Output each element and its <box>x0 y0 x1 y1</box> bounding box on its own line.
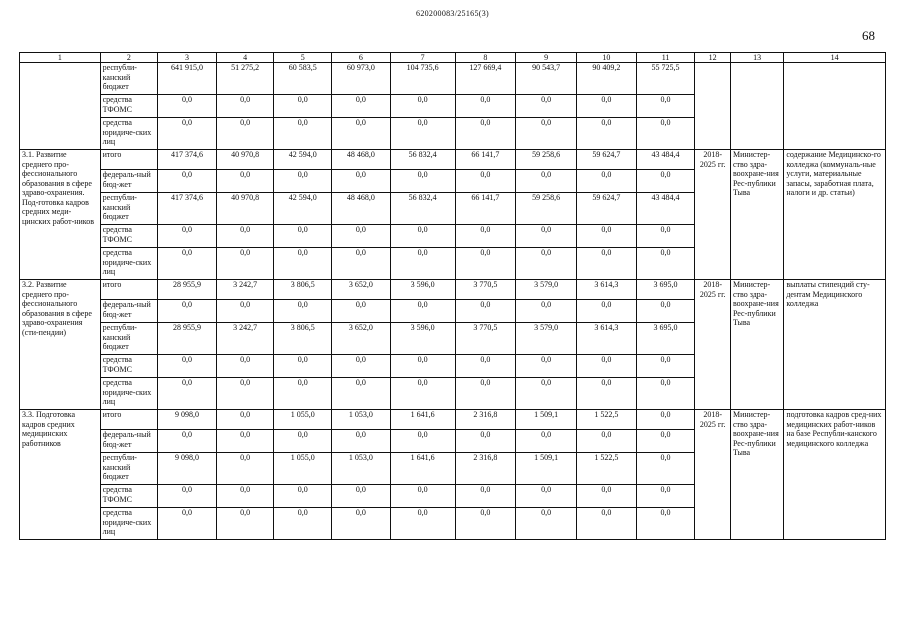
funding-source: средства ТФОМС <box>100 355 158 378</box>
amount-cell: 0,0 <box>636 225 695 248</box>
funding-source: средства ТФОМС <box>100 225 158 248</box>
period-cell: 2018-2025 гг. <box>695 150 731 280</box>
amount-cell: 0,0 <box>332 118 391 150</box>
amount-cell: 43 484,4 <box>636 150 695 170</box>
note-cell: подготовка кадров сред-них медицинских работ-ников на базе Республи-канского медицинского колледжа <box>784 410 886 540</box>
amount-cell: 0,0 <box>332 95 391 118</box>
period-cell: 2018-2025 гг. <box>695 280 731 410</box>
amount-cell: 0,0 <box>455 430 516 453</box>
amount-cell: 0,0 <box>332 248 391 280</box>
amount-cell: 59 258,6 <box>516 193 577 225</box>
amount-cell: 0,0 <box>332 355 391 378</box>
amount-cell: 0,0 <box>636 248 695 280</box>
note-cell: содержание Медицинско-го колледжа (коммуналь-ные услуги, материальные запасы, заработная плата, налоги и др. статьи) <box>784 150 886 280</box>
amount-cell: 0,0 <box>216 485 274 508</box>
amount-cell: 3 579,0 <box>516 323 577 355</box>
funding-source: средства ТФОМС <box>100 485 158 508</box>
amount-cell: 0,0 <box>455 508 516 540</box>
amount-cell: 1 055,0 <box>274 453 332 485</box>
funding-source: итого <box>100 410 158 430</box>
amount-cell: 0,0 <box>216 118 274 150</box>
amount-cell: 0,0 <box>158 430 217 453</box>
amount-cell: 0,0 <box>216 508 274 540</box>
amount-cell: 66 141,7 <box>455 150 516 170</box>
amount-cell: 0,0 <box>216 355 274 378</box>
amount-cell: 0,0 <box>636 170 695 193</box>
amount-cell: 42 594,0 <box>274 193 332 225</box>
amount-cell: 0,0 <box>516 508 577 540</box>
amount-cell: 0,0 <box>216 378 274 410</box>
amount-cell: 0,0 <box>577 430 637 453</box>
amount-cell: 0,0 <box>274 170 332 193</box>
amount-cell: 417 374,6 <box>158 150 217 170</box>
amount-cell: 0,0 <box>158 248 217 280</box>
period-cell <box>695 63 731 150</box>
amount-cell: 0,0 <box>455 118 516 150</box>
amount-cell: 417 374,6 <box>158 193 217 225</box>
amount-cell: 0,0 <box>390 118 455 150</box>
amount-cell: 3 695,0 <box>636 323 695 355</box>
amount-cell: 1 509,1 <box>516 453 577 485</box>
amount-cell: 3 806,5 <box>274 280 332 300</box>
column-number: 12 <box>695 53 731 63</box>
amount-cell: 0,0 <box>577 248 637 280</box>
funding-source: итого <box>100 150 158 170</box>
amount-cell: 60 583,5 <box>274 63 332 95</box>
amount-cell: 0,0 <box>636 453 695 485</box>
amount-cell: 0,0 <box>636 410 695 430</box>
funding-source: республи-канский бюджет <box>100 323 158 355</box>
amount-cell: 0,0 <box>577 118 637 150</box>
amount-cell: 59 624,7 <box>577 150 637 170</box>
amount-cell: 0,0 <box>636 378 695 410</box>
amount-cell: 0,0 <box>455 485 516 508</box>
amount-cell: 0,0 <box>274 378 332 410</box>
amount-cell: 0,0 <box>158 170 217 193</box>
document-id: 620200083/25165(3) <box>416 9 489 18</box>
amount-cell: 0,0 <box>274 430 332 453</box>
amount-cell: 66 141,7 <box>455 193 516 225</box>
column-number: 9 <box>516 53 577 63</box>
amount-cell: 0,0 <box>390 300 455 323</box>
funding-source: федераль-ный бюд-жет <box>100 430 158 453</box>
period-cell: 2018-2025 гг. <box>695 410 731 540</box>
column-number: 6 <box>332 53 391 63</box>
amount-cell: 28 955,9 <box>158 280 217 300</box>
executor-cell <box>730 63 783 150</box>
amount-cell: 1 055,0 <box>274 410 332 430</box>
amount-cell: 0,0 <box>455 355 516 378</box>
table-row <box>20 63 886 95</box>
amount-cell: 59 258,6 <box>516 150 577 170</box>
amount-cell: 0,0 <box>216 410 274 430</box>
amount-cell: 0,0 <box>636 508 695 540</box>
amount-cell: 0,0 <box>216 430 274 453</box>
amount-cell: 0,0 <box>332 508 391 540</box>
funding-source: средства юридиче-ских лиц <box>100 248 158 280</box>
amount-cell: 3 652,0 <box>332 323 391 355</box>
amount-cell: 0,0 <box>274 508 332 540</box>
budget-table <box>19 52 886 540</box>
amount-cell: 0,0 <box>332 170 391 193</box>
column-number: 11 <box>636 53 695 63</box>
amount-cell: 0,0 <box>636 430 695 453</box>
amount-cell: 3 614,3 <box>577 280 637 300</box>
amount-cell: 90 543,7 <box>516 63 577 95</box>
amount-cell: 2 316,8 <box>455 453 516 485</box>
amount-cell: 0,0 <box>158 508 217 540</box>
amount-cell: 0,0 <box>274 248 332 280</box>
amount-cell: 0,0 <box>636 300 695 323</box>
column-number: 1 <box>20 53 101 63</box>
amount-cell: 3 242,7 <box>216 280 274 300</box>
amount-cell: 0,0 <box>455 300 516 323</box>
amount-cell: 0,0 <box>158 95 217 118</box>
amount-cell: 0,0 <box>636 355 695 378</box>
amount-cell: 3 770,5 <box>455 280 516 300</box>
amount-cell: 0,0 <box>216 95 274 118</box>
amount-cell: 0,0 <box>332 430 391 453</box>
amount-cell: 0,0 <box>516 430 577 453</box>
amount-cell: 56 832,4 <box>390 150 455 170</box>
amount-cell: 0,0 <box>274 300 332 323</box>
amount-cell: 0,0 <box>577 378 637 410</box>
amount-cell: 0,0 <box>516 355 577 378</box>
amount-cell: 3 596,0 <box>390 280 455 300</box>
amount-cell: 0,0 <box>577 300 637 323</box>
page-number: 68 <box>862 28 875 43</box>
amount-cell: 3 806,5 <box>274 323 332 355</box>
amount-cell: 3 770,5 <box>455 323 516 355</box>
executor-cell: Министер-ство здра-воохране-ния Рес-публики Тыва <box>730 410 783 540</box>
amount-cell: 0,0 <box>516 170 577 193</box>
amount-cell: 0,0 <box>577 355 637 378</box>
amount-cell: 0,0 <box>158 485 217 508</box>
funding-source: итого <box>100 280 158 300</box>
table-row <box>20 280 886 300</box>
amount-cell: 0,0 <box>390 248 455 280</box>
amount-cell: 3 596,0 <box>390 323 455 355</box>
amount-cell: 0,0 <box>216 300 274 323</box>
amount-cell: 0,0 <box>274 225 332 248</box>
funding-source: средства юридиче-ских лиц <box>100 508 158 540</box>
amount-cell: 0,0 <box>636 485 695 508</box>
amount-cell: 0,0 <box>332 378 391 410</box>
amount-cell: 0,0 <box>390 508 455 540</box>
column-number-row <box>20 53 886 63</box>
amount-cell: 0,0 <box>390 378 455 410</box>
measure-name: 3.2. Развитие среднего про-фессионального образования в сфере здраво-охранения (сти-пендии) <box>20 280 101 410</box>
funding-source: республи-канский бюджет <box>100 193 158 225</box>
amount-cell: 0,0 <box>158 378 217 410</box>
amount-cell: 0,0 <box>158 300 217 323</box>
amount-cell: 60 973,0 <box>332 63 391 95</box>
amount-cell: 1 509,1 <box>516 410 577 430</box>
amount-cell: 1 522,5 <box>577 453 637 485</box>
amount-cell: 0,0 <box>332 225 391 248</box>
amount-cell: 0,0 <box>577 95 637 118</box>
amount-cell: 40 970,8 <box>216 193 274 225</box>
amount-cell: 0,0 <box>455 225 516 248</box>
measure-cell <box>20 63 101 150</box>
amount-cell: 59 624,7 <box>577 193 637 225</box>
column-number: 13 <box>730 53 783 63</box>
amount-cell: 0,0 <box>455 248 516 280</box>
column-number: 2 <box>100 53 158 63</box>
amount-cell: 51 275,2 <box>216 63 274 95</box>
amount-cell: 0,0 <box>158 225 217 248</box>
amount-cell: 3 579,0 <box>516 280 577 300</box>
amount-cell: 0,0 <box>455 378 516 410</box>
amount-cell: 0,0 <box>158 355 217 378</box>
funding-source: республи-канский бюджет <box>100 63 158 95</box>
table-row <box>20 150 886 170</box>
column-number: 4 <box>216 53 274 63</box>
amount-cell: 0,0 <box>577 508 637 540</box>
amount-cell: 42 594,0 <box>274 150 332 170</box>
note-cell <box>784 63 886 150</box>
amount-cell: 1 522,5 <box>577 410 637 430</box>
amount-cell: 0,0 <box>516 225 577 248</box>
amount-cell: 2 316,8 <box>455 410 516 430</box>
amount-cell: 1 641,6 <box>390 410 455 430</box>
amount-cell: 9 098,0 <box>158 410 217 430</box>
amount-cell: 3 242,7 <box>216 323 274 355</box>
note-cell: выплаты стипендий сту-дентам Медицинского колледжа <box>784 280 886 410</box>
amount-cell: 0,0 <box>274 95 332 118</box>
amount-cell: 0,0 <box>577 225 637 248</box>
funding-source: средства юридиче-ских лиц <box>100 118 158 150</box>
amount-cell: 3 614,3 <box>577 323 637 355</box>
amount-cell: 0,0 <box>332 300 391 323</box>
amount-cell: 43 484,4 <box>636 193 695 225</box>
executor-cell: Министер-ство здра-воохране-ния Рес-публики Тыва <box>730 150 783 280</box>
amount-cell: 0,0 <box>390 225 455 248</box>
table-row <box>20 410 886 430</box>
amount-cell: 0,0 <box>390 430 455 453</box>
amount-cell: 1 053,0 <box>332 410 391 430</box>
amount-cell: 0,0 <box>216 453 274 485</box>
amount-cell: 0,0 <box>636 118 695 150</box>
amount-cell: 28 955,9 <box>158 323 217 355</box>
amount-cell: 1 053,0 <box>332 453 391 485</box>
column-number: 7 <box>390 53 455 63</box>
amount-cell: 40 970,8 <box>216 150 274 170</box>
measure-name: 3.3. Подготовка кадров средних медицинских работников <box>20 410 101 540</box>
amount-cell: 0,0 <box>332 485 391 508</box>
column-number: 14 <box>784 53 886 63</box>
amount-cell: 641 915,0 <box>158 63 217 95</box>
measure-name: 3.1. Развитие среднего про-фессионального образования в сфере здраво-охранения. Под-готовка кадров средних меди-цинских работ-ников <box>20 150 101 280</box>
amount-cell: 48 468,0 <box>332 150 391 170</box>
funding-source: федераль-ный бюд-жет <box>100 300 158 323</box>
amount-cell: 0,0 <box>455 170 516 193</box>
amount-cell: 3 652,0 <box>332 280 391 300</box>
amount-cell: 0,0 <box>516 485 577 508</box>
amount-cell: 0,0 <box>577 170 637 193</box>
amount-cell: 104 735,6 <box>390 63 455 95</box>
amount-cell: 0,0 <box>274 118 332 150</box>
amount-cell: 0,0 <box>216 170 274 193</box>
funding-source: республи-канский бюджет <box>100 453 158 485</box>
amount-cell: 48 468,0 <box>332 193 391 225</box>
amount-cell: 0,0 <box>636 95 695 118</box>
funding-source: средства юридиче-ских лиц <box>100 378 158 410</box>
amount-cell: 0,0 <box>274 355 332 378</box>
amount-cell: 0,0 <box>577 485 637 508</box>
amount-cell: 56 832,4 <box>390 193 455 225</box>
amount-cell: 127 669,4 <box>455 63 516 95</box>
amount-cell: 0,0 <box>158 118 217 150</box>
amount-cell: 0,0 <box>390 355 455 378</box>
column-number: 8 <box>455 53 516 63</box>
amount-cell: 0,0 <box>216 225 274 248</box>
amount-cell: 0,0 <box>216 248 274 280</box>
amount-cell: 0,0 <box>516 378 577 410</box>
amount-cell: 0,0 <box>516 118 577 150</box>
column-number: 3 <box>158 53 217 63</box>
amount-cell: 0,0 <box>390 95 455 118</box>
amount-cell: 90 409,2 <box>577 63 637 95</box>
amount-cell: 9 098,0 <box>158 453 217 485</box>
amount-cell: 3 695,0 <box>636 280 695 300</box>
amount-cell: 0,0 <box>516 248 577 280</box>
amount-cell: 0,0 <box>390 485 455 508</box>
executor-cell: Министер-ство здра-воохране-ния Рес-публики Тыва <box>730 280 783 410</box>
column-number: 5 <box>274 53 332 63</box>
funding-source: федераль-ный бюд-жет <box>100 170 158 193</box>
amount-cell: 1 641,6 <box>390 453 455 485</box>
amount-cell: 0,0 <box>455 95 516 118</box>
amount-cell: 55 725,5 <box>636 63 695 95</box>
amount-cell: 0,0 <box>390 170 455 193</box>
amount-cell: 0,0 <box>274 485 332 508</box>
amount-cell: 0,0 <box>516 95 577 118</box>
column-number: 10 <box>577 53 637 63</box>
amount-cell: 0,0 <box>516 300 577 323</box>
funding-source: средства ТФОМС <box>100 95 158 118</box>
